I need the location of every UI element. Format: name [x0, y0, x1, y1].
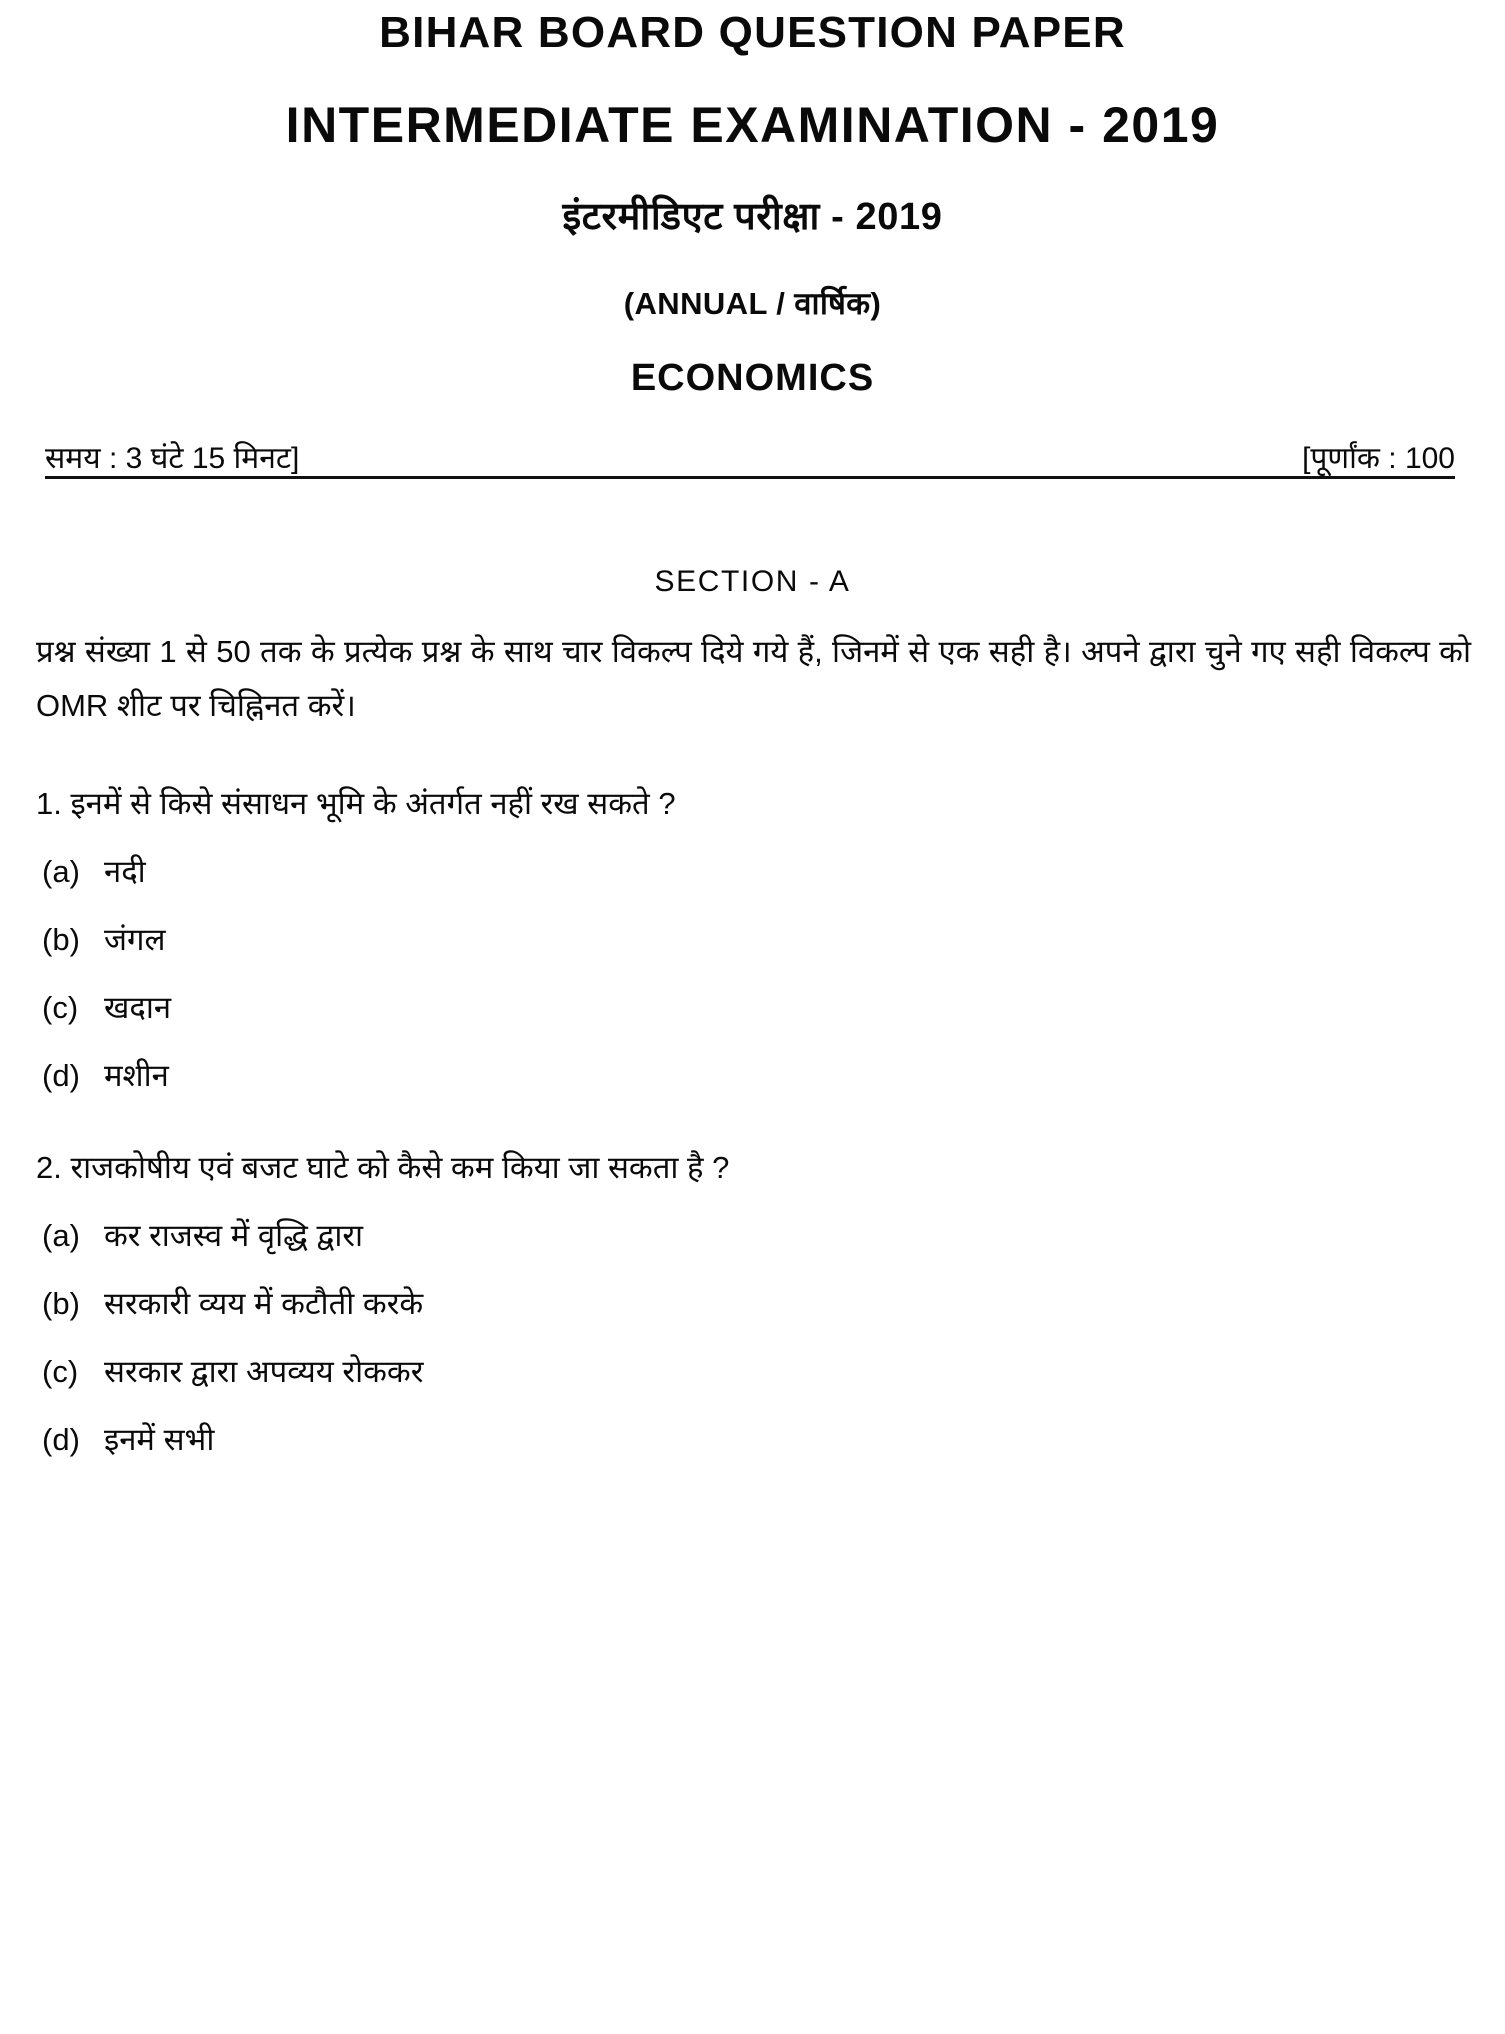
option-row[interactable] — [36, 986, 1471, 1030]
exam-title-english: INTERMEDIATE EXAMINATION - 2019 — [285, 97, 1220, 153]
exam-type: (ANNUAL / वार्षिक) — [623, 286, 882, 321]
option-text: जंगल — [104, 922, 166, 957]
option-text: कर राजस्व में वृद्धि द्वारा — [104, 1218, 364, 1253]
option-label: (a) — [42, 854, 80, 889]
section-instructions: प्रश्न संख्या 1 से 50 तक के प्रत्येक प्रश्न के साथ चार विकल्प दिये गये हैं, जिनमें से एक सही है। अपने द्वारा चुने गए सही विकल्प को OMR शीट पर चिह्निनत करें। — [36, 634, 1471, 723]
exam-full-marks: [पूर्णांक : 100 — [1302, 442, 1455, 475]
option-row[interactable] — [36, 1054, 1471, 1098]
question-block — [36, 1144, 1471, 1462]
option-label: (b) — [42, 922, 80, 957]
board-title: BIHAR BOARD QUESTION PAPER — [379, 8, 1126, 57]
section-heading: SECTION - A — [654, 565, 851, 598]
option-text: सरकारी व्यय में कटौती करके — [104, 1286, 424, 1321]
option-label: (a) — [42, 1218, 80, 1253]
option-row[interactable] — [36, 1350, 1471, 1394]
option-text: नदी — [104, 854, 146, 889]
question-block — [36, 780, 1471, 1098]
option-row[interactable] — [36, 1214, 1471, 1258]
header-divider-rule — [45, 476, 1455, 479]
option-row[interactable] — [36, 1418, 1471, 1462]
question-list — [36, 780, 1471, 1508]
option-label: (c) — [42, 990, 79, 1025]
option-row[interactable] — [36, 918, 1471, 962]
option-text: सरकार द्वारा अपव्यय रोककर — [104, 1354, 424, 1389]
exam-title-hindi: इंटरमीडिएट परीक्षा - 2019 — [562, 196, 943, 238]
exam-duration: समय : 3 घंटे 15 मिनट] — [45, 442, 300, 475]
option-label: (d) — [42, 1422, 80, 1457]
subject-title: ECONOMICS — [630, 357, 875, 399]
question-text: 2. राजकोषीय एवं बजट घाटे को कैसे कम किया जा सकता है ? — [36, 1150, 730, 1185]
option-text: मशीन — [104, 1058, 169, 1093]
option-label: (d) — [42, 1058, 80, 1093]
option-row[interactable] — [36, 850, 1471, 894]
option-text: इनमें सभी — [104, 1422, 215, 1457]
option-label: (b) — [42, 1286, 80, 1321]
option-row[interactable] — [36, 1282, 1471, 1326]
question-text: 1. इनमें से किसे संसाधन भूमि के अंतर्गत नहीं रख सकते ? — [36, 786, 676, 821]
option-text: खदान — [104, 990, 172, 1025]
option-label: (c) — [42, 1354, 79, 1389]
